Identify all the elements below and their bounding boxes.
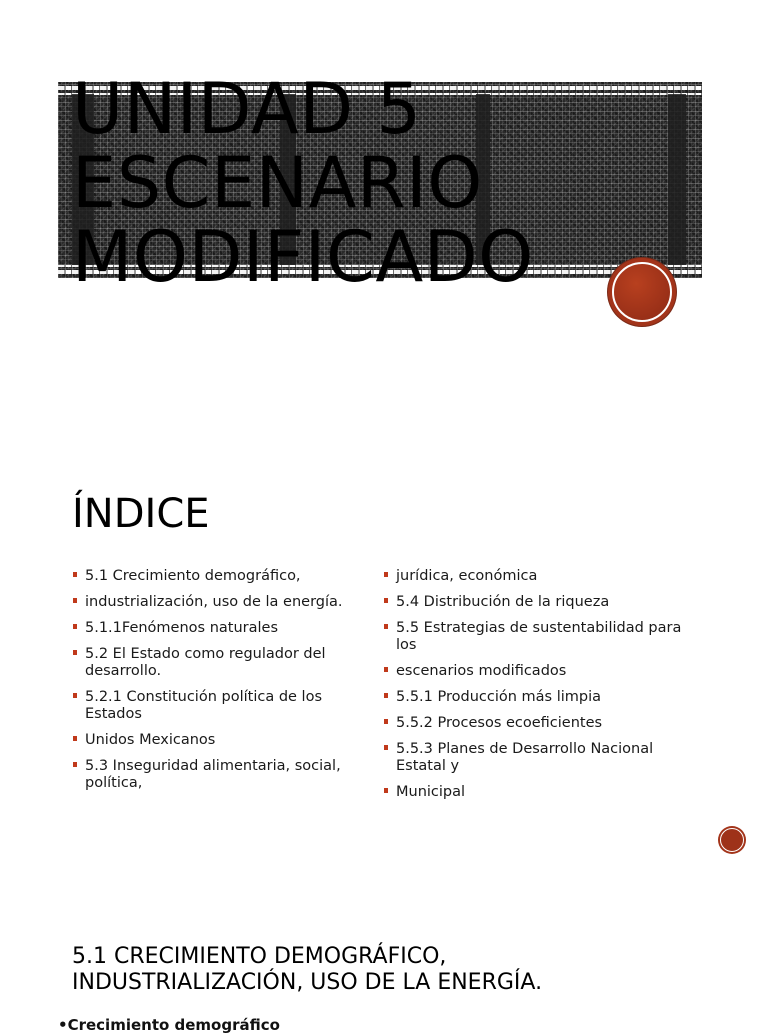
section-title-line: INDUSTRIALIZACIÓN, USO DE LA ENERGÍA.: [72, 970, 543, 995]
list-item: [72, 758, 372, 792]
list-item-text: 5.3 Inseguridad alimentaria, social, política,: [85, 758, 341, 791]
list-item-text: Unidos Mexicanos: [85, 732, 216, 748]
square-bullet-icon: [384, 598, 388, 603]
index-list-left: [72, 568, 372, 801]
list-item-text: 5.4 Distribución de la riqueza: [396, 594, 610, 610]
square-bullet-icon: [73, 572, 77, 577]
list-item: [383, 784, 693, 801]
index-heading: ÍNDICE: [72, 491, 210, 537]
square-bullet-icon: [73, 693, 77, 698]
band-stripe: [668, 94, 686, 266]
section-first-bullet: •Crecimiento demográfico: [58, 1016, 280, 1034]
list-item: [72, 732, 372, 749]
list-item: [72, 620, 372, 637]
slide-title-line: ESCENARIO: [72, 142, 483, 224]
list-item: [383, 568, 693, 585]
list-item-text: 5.2 El Estado como regulador del desarrollo.: [85, 646, 326, 679]
square-bullet-icon: [384, 788, 388, 793]
square-bullet-icon: [384, 745, 388, 750]
square-bullet-icon: [73, 650, 77, 655]
slide-title: [72, 68, 534, 298]
list-item-text: jurídica, económica: [396, 568, 538, 584]
list-item: [383, 741, 693, 775]
square-bullet-icon: [73, 624, 77, 629]
square-bullet-icon: [73, 736, 77, 741]
slide-title-line: MODIFICADO: [72, 216, 534, 298]
list-item-text: 5.5 Estrategias de sustentabilidad para los: [396, 620, 682, 653]
square-bullet-icon: [384, 624, 388, 629]
list-item: [72, 646, 372, 680]
list-item: [383, 663, 693, 680]
list-item-text: 5.2.1 Constitución política de los Estados: [85, 689, 323, 722]
square-bullet-icon: [73, 598, 77, 603]
square-bullet-icon: [384, 719, 388, 724]
list-item-text: 5.1 Crecimiento demográfico,: [85, 568, 301, 584]
section-title: [72, 944, 542, 996]
circle-ornament-small-icon: [718, 826, 746, 854]
list-item: [72, 568, 372, 585]
list-item: [72, 594, 372, 611]
list-item: [72, 689, 372, 723]
section-title-line: 5.1 CRECIMIENTO DEMOGRÁFICO,: [72, 944, 447, 969]
square-bullet-icon: [73, 762, 77, 767]
list-item-text: 5.1.1Fenómenos naturales: [85, 620, 278, 636]
list-item-text: 5.5.1 Producción más limpia: [396, 689, 602, 705]
square-bullet-icon: [384, 667, 388, 672]
list-item-text: industrialización, uso de la energía.: [85, 594, 343, 610]
index-list-right: [383, 568, 693, 810]
square-bullet-icon: [384, 693, 388, 698]
list-item: [383, 620, 693, 654]
circle-ornament-icon: [608, 258, 676, 326]
list-item: [383, 594, 693, 611]
list-item-text: 5.5.3 Planes de Desarrollo Nacional Estatal y: [396, 741, 654, 774]
list-item-text: escenarios modificados: [396, 663, 567, 679]
list-item: [383, 689, 693, 706]
list-item-text: Municipal: [396, 784, 466, 800]
list-item-text: 5.5.2 Procesos ecoeficientes: [396, 715, 603, 731]
slide-title-line: UNIDAD 5: [72, 68, 422, 150]
list-item: [383, 715, 693, 732]
square-bullet-icon: [384, 572, 388, 577]
